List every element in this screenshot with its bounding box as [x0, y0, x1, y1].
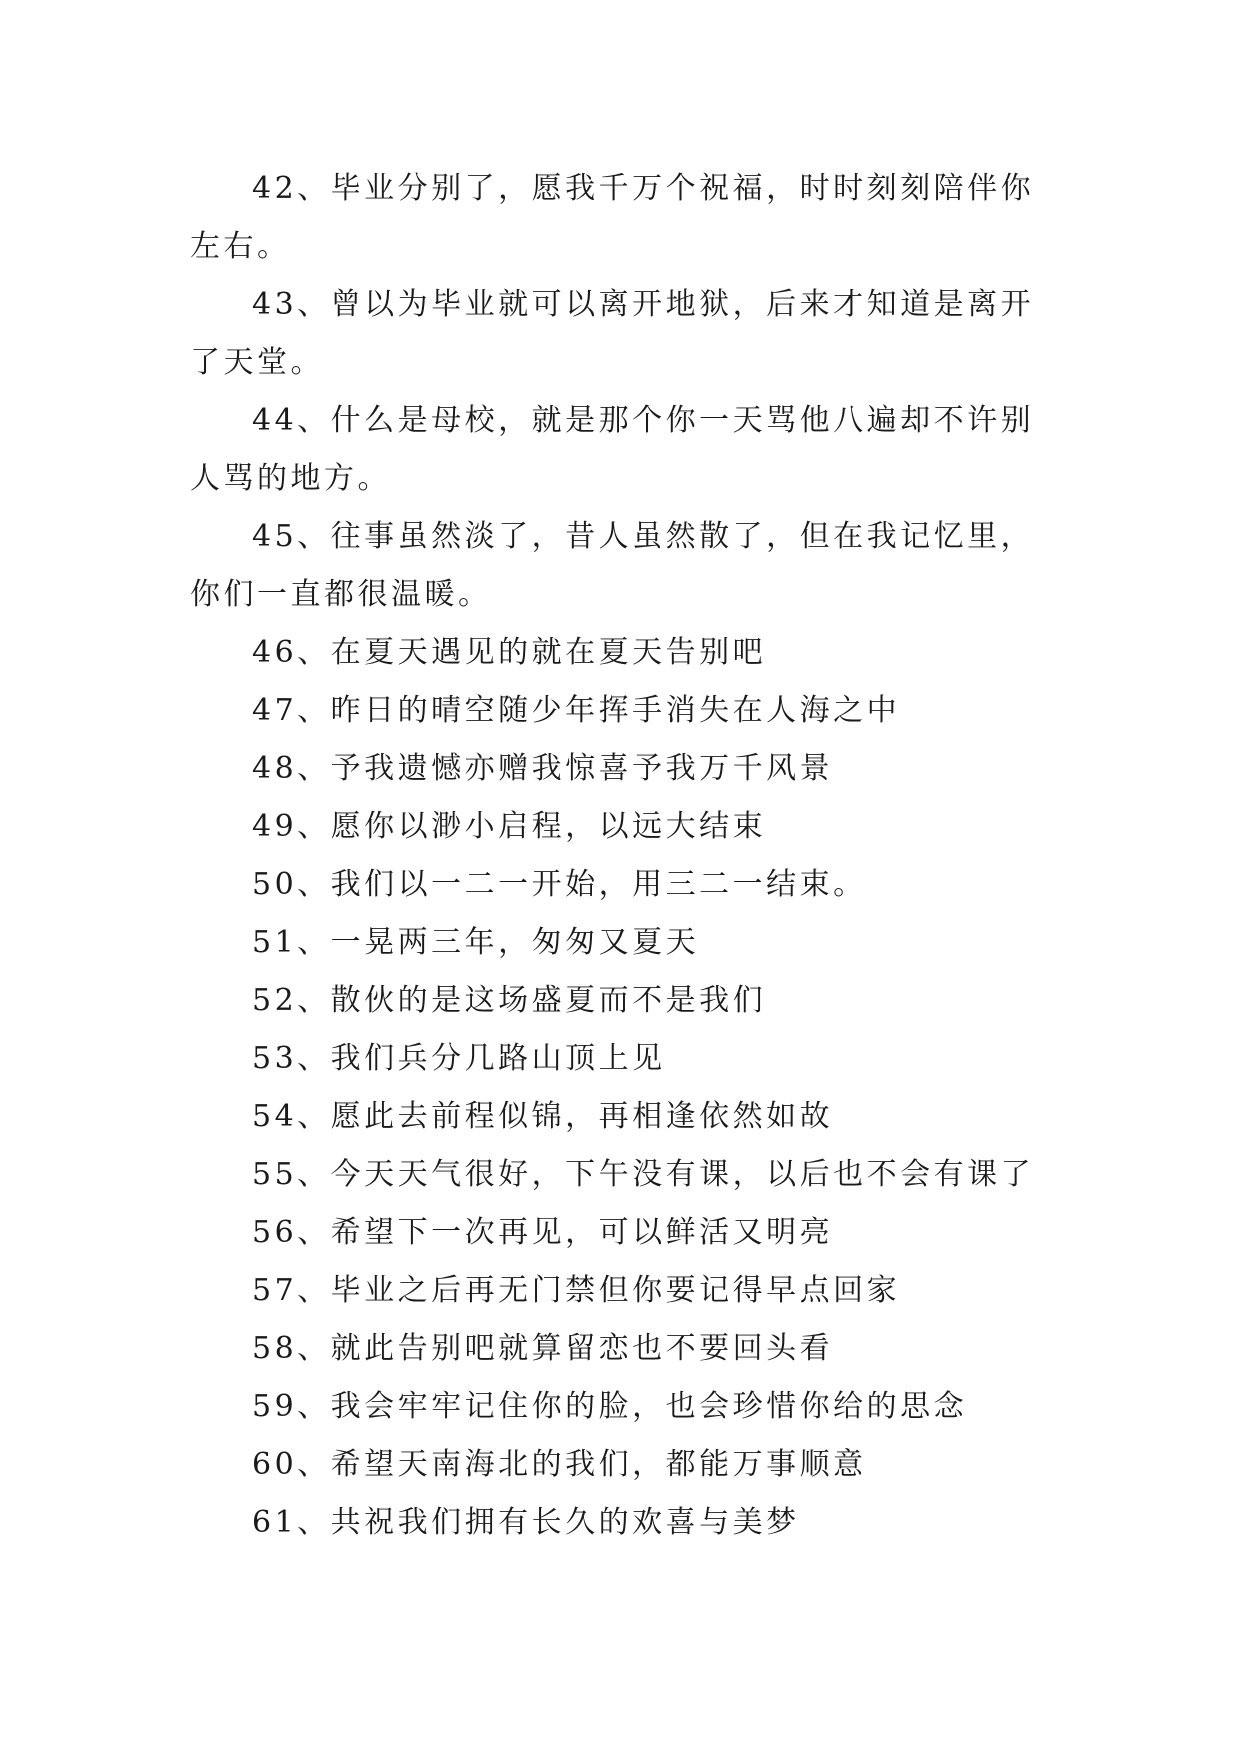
paragraph-45: 45、往事虽然淡了，昔人虽然散了，但在我记忆里，你们一直都很温暖。	[190, 519, 1035, 612]
paragraph-49: 49、愿你以渺小启程，以远大结束	[252, 809, 767, 844]
paragraph-47: 47、昨日的晴空随少年挥手消失在人海之中	[252, 693, 901, 728]
paragraph-48: 48、予我遗憾亦赠我惊喜予我万千风景	[252, 751, 834, 786]
paragraph-56: 56、希望下一次再见，可以鲜活又明亮	[252, 1215, 834, 1250]
paragraph-52: 52、散伙的是这场盛夏而不是我们	[252, 983, 767, 1018]
paragraph-53: 53、我们兵分几路山顶上见	[252, 1041, 666, 1076]
paragraph-43: 43、曾以为毕业就可以离开地狱，后来才知道是离开了天堂。	[190, 287, 1035, 380]
paragraph-42: 42、毕业分别了，愿我千万个祝福，时时刻刻陪伴你左右。	[190, 171, 1035, 264]
document-body	[190, 160, 1058, 1552]
paragraph-60: 60、希望天南海北的我们，都能万事顺意	[252, 1447, 867, 1482]
paragraph-54: 54、愿此去前程似锦，再相逢依然如故	[252, 1099, 834, 1134]
paragraph-46: 46、在夏天遇见的就在夏天告别吧	[252, 635, 767, 670]
paragraph-61: 61、共祝我们拥有长久的欢喜与美梦	[252, 1505, 800, 1540]
paragraph-44: 44、什么是母校，就是那个你一天骂他八遍却不许别人骂的地方。	[190, 403, 1035, 496]
paragraph-57: 57、毕业之后再无门禁但你要记得早点回家	[252, 1273, 901, 1308]
paragraph-58: 58、就此告别吧就算留恋也不要回头看	[252, 1331, 834, 1366]
paragraph-50: 50、我们以一二一开始，用三二一结束。	[252, 867, 867, 902]
paragraph-51: 51、一晃两三年，匆匆又夏天	[252, 925, 700, 960]
paragraph-55: 55、今天天气很好，下午没有课，以后也不会有课了	[252, 1157, 1035, 1192]
paragraph-59: 59、我会牢牢记住你的脸，也会珍惜你给的思念	[252, 1389, 968, 1424]
